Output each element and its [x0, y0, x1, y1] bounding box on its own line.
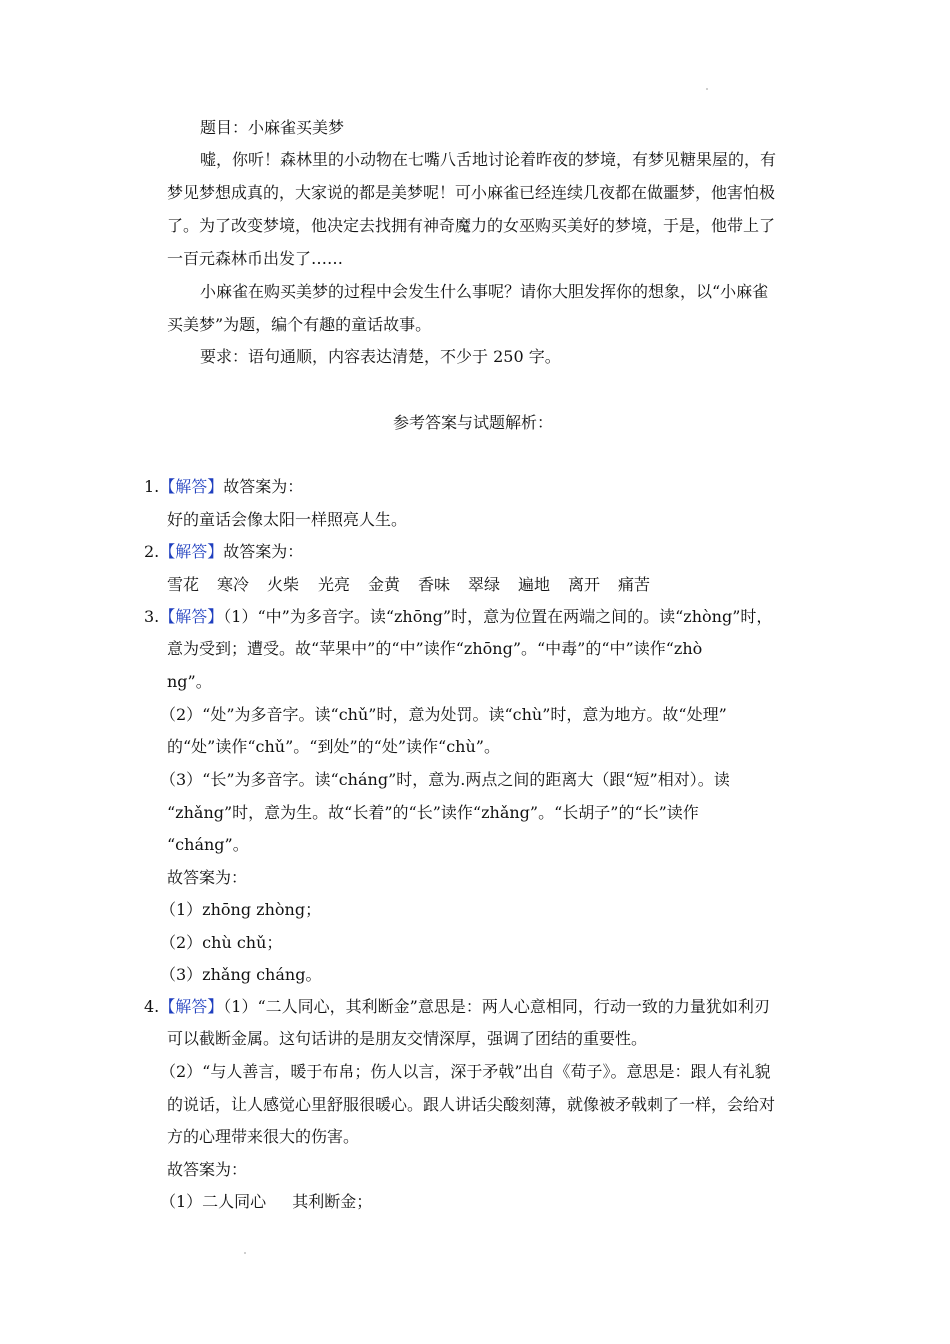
q2-word: 香味 [418, 575, 451, 594]
q2-word: 离开 [568, 575, 601, 594]
q4-text-line: 可以截断金属。这句话讲的是朋友交情深厚，强调了团结的重要性。 [167, 1029, 648, 1048]
q3-text-line: （3）“长”为多音字。读“cháng”时，意为.两点之间的距离大（跟“短”相对）。读 [160, 770, 730, 789]
answer-part: 其利断金； [292, 1192, 373, 1211]
q2-word: 雪花 [167, 575, 200, 594]
answer-part: （1）二人同心 [160, 1192, 267, 1211]
q1-answer: 好的童话会像太阳一样照亮人生。 [167, 510, 408, 529]
q1-line [144, 476, 303, 498]
question-number: 3. [144, 607, 160, 626]
q2-word: 寒冷 [217, 575, 250, 594]
q4-text-line: 的说话，让人感觉心里舒服很暖心。跟人讲话尖酸刻薄，就像被矛戟刺了一样，会给对 [167, 1095, 776, 1114]
jieda-label: 【解答】 [159, 477, 224, 496]
q3-text-line: 的“处”读作“chǔ”。“到处”的“处”读作“chù”。 [167, 737, 500, 756]
q4-line [144, 996, 770, 1018]
prompt-para1-line: 了。为了改变梦境，他决定去找拥有神奇魔力的女巫购买美好的梦境，于是，他带上了 [167, 216, 776, 235]
q2-word: 火柴 [267, 575, 300, 594]
answer-text: （1）“二人同心，其利断金”意思是：两人心意相同，行动一致的力量犹如利刃 [223, 997, 770, 1016]
answer-head: 故答案为： [223, 477, 304, 496]
q3-text-line: （1）zhōng zhòng； [160, 900, 322, 919]
q4-text-line: 故答案为： [167, 1160, 248, 1179]
q2-word: 翠绿 [468, 575, 501, 594]
question-number: 2. [144, 542, 160, 561]
jieda-label: 【解答】 [159, 542, 224, 561]
q2-word: 金黄 [368, 575, 401, 594]
q4-last-line [160, 1191, 372, 1213]
jieda-label: 【解答】 [159, 607, 224, 626]
q3-text-line: ng”。 [167, 672, 212, 691]
q2-line [144, 541, 303, 563]
prompt-para1-line: 嘘，你听！森林里的小动物在七嘴八舌地讨论着昨夜的梦境，有梦见糖果屋的，有 [200, 150, 777, 169]
scan-speck [244, 1252, 246, 1254]
q3-text-line: （3）zhǎng cháng。 [160, 965, 322, 984]
scan-speck [706, 88, 708, 90]
question-number: 4. [144, 997, 160, 1016]
q3-text-line: “zhǎng”时，意为生。故“长着”的“长”读作“zhǎng”。“长胡子”的“长”读作 [167, 803, 699, 822]
q2-word: 光亮 [318, 575, 351, 594]
prompt-para1-line: 梦见梦想成真的，大家说的都是美梦呢！可小麻雀已经连续几夜都在做噩梦，他害怕极 [167, 183, 776, 202]
jieda-label: 【解答】 [159, 997, 224, 1016]
q3-text-line: （2）chù chǔ； [160, 933, 283, 952]
section-title: 参考答案与试题解析： [393, 413, 554, 432]
answer-text: （1）“中”为多音字。读“zhōng”时，意为位置在两端之间的。读“zhòng”时， [223, 607, 773, 626]
prompt-title: 题目：小麻雀买美梦 [200, 118, 345, 137]
prompt-para2-line: 买美梦”为题，编个有趣的童话故事。 [167, 315, 432, 334]
q3-text-line: 意为受到；遭受。故“苹果中”的“中”读作“zhōng”。“中毒”的“中”读作“zhò [167, 639, 703, 658]
answer-head: 故答案为： [223, 542, 304, 561]
q4-text-line: （2）“与人善言，暖于布帛；伤人以言，深于矛戟”出自《荀子》。意思是：跟人有礼貌 [160, 1062, 771, 1081]
prompt-requirement: 要求：语句通顺，内容表达清楚，不少于 250 字。 [200, 347, 561, 366]
q3-text-line: 故答案为： [167, 868, 248, 887]
q3-text-line: “cháng”。 [167, 835, 249, 854]
q3-text-line: （2）“处”为多音字。读“chǔ”时，意为处罚。读“chù”时，意为地方。故“处理” [160, 705, 727, 724]
question-number: 1. [144, 477, 160, 496]
q2-word: 痛苦 [618, 575, 651, 594]
prompt-para1-line: 一百元森林币出发了…… [167, 249, 344, 268]
q2-word: 遍地 [518, 575, 551, 594]
prompt-para2-line: 小麻雀在购买美梦的过程中会发生什么事呢？请你大胆发挥你的想象，以“小麻雀 [200, 282, 769, 301]
q4-text-line: 方的心理带来很大的伤害。 [167, 1127, 360, 1146]
q3-line [144, 606, 772, 628]
